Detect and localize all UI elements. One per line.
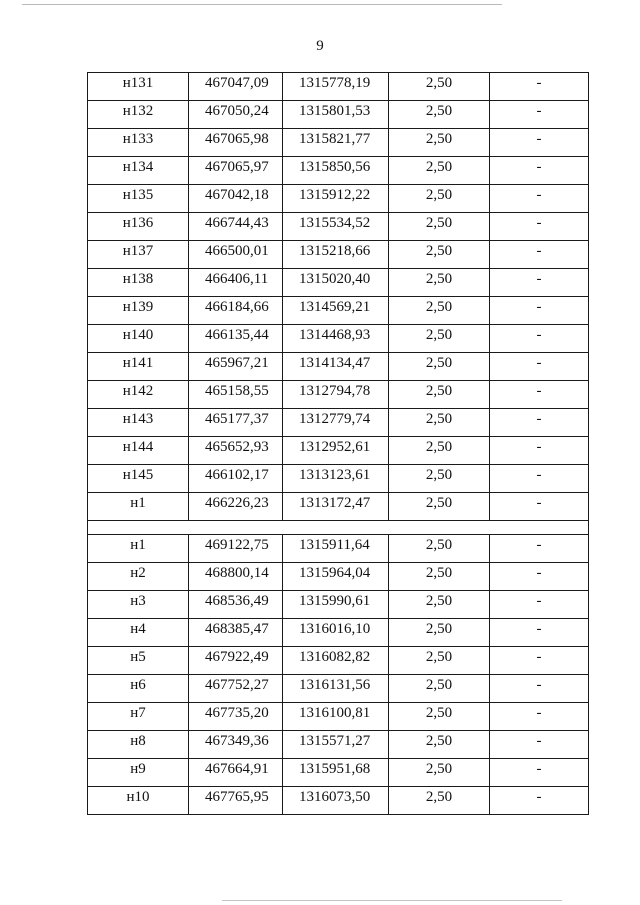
accuracy-cell: 2,50 bbox=[389, 759, 490, 787]
table-row bbox=[88, 129, 589, 157]
description-cell: - bbox=[490, 465, 589, 493]
table-row bbox=[88, 465, 589, 493]
y-coordinate-cell: 1313172,47 bbox=[283, 493, 389, 521]
y-coordinate-cell: 1314468,93 bbox=[283, 325, 389, 353]
accuracy-cell: 2,50 bbox=[389, 269, 490, 297]
accuracy-cell: 2,50 bbox=[389, 185, 490, 213]
y-coordinate-cell: 1315990,61 bbox=[283, 591, 389, 619]
point-name-cell: н133 bbox=[88, 129, 189, 157]
y-coordinate-cell: 1316100,81 bbox=[283, 703, 389, 731]
x-coordinate-cell: 467047,09 bbox=[189, 73, 283, 101]
description-cell: - bbox=[490, 619, 589, 647]
point-name-cell: н141 bbox=[88, 353, 189, 381]
x-coordinate-cell: 468536,49 bbox=[189, 591, 283, 619]
x-coordinate-cell: 466500,01 bbox=[189, 241, 283, 269]
table-row bbox=[88, 563, 589, 591]
accuracy-cell: 2,50 bbox=[389, 101, 490, 129]
point-name-cell: н139 bbox=[88, 297, 189, 325]
description-cell: - bbox=[490, 787, 589, 815]
accuracy-cell: 2,50 bbox=[389, 703, 490, 731]
description-cell: - bbox=[490, 493, 589, 521]
accuracy-cell: 2,50 bbox=[389, 731, 490, 759]
description-cell: - bbox=[490, 731, 589, 759]
description-cell: - bbox=[490, 535, 589, 563]
x-coordinate-cell: 467065,98 bbox=[189, 129, 283, 157]
description-cell: - bbox=[490, 675, 589, 703]
coordinates-table-body bbox=[88, 73, 589, 815]
table-row bbox=[88, 759, 589, 787]
description-cell: - bbox=[490, 241, 589, 269]
description-cell: - bbox=[490, 381, 589, 409]
y-coordinate-cell: 1312779,74 bbox=[283, 409, 389, 437]
y-coordinate-cell: 1316131,56 bbox=[283, 675, 389, 703]
x-coordinate-cell: 467664,91 bbox=[189, 759, 283, 787]
x-coordinate-cell: 466226,23 bbox=[189, 493, 283, 521]
accuracy-cell: 2,50 bbox=[389, 647, 490, 675]
table-row bbox=[88, 731, 589, 759]
x-coordinate-cell: 468385,47 bbox=[189, 619, 283, 647]
accuracy-cell: 2,50 bbox=[389, 437, 490, 465]
y-coordinate-cell: 1315850,56 bbox=[283, 157, 389, 185]
x-coordinate-cell: 467765,95 bbox=[189, 787, 283, 815]
accuracy-cell: 2,50 bbox=[389, 325, 490, 353]
description-cell: - bbox=[490, 185, 589, 213]
accuracy-cell: 2,50 bbox=[389, 73, 490, 101]
table-row bbox=[88, 297, 589, 325]
accuracy-cell: 2,50 bbox=[389, 563, 490, 591]
x-coordinate-cell: 465652,93 bbox=[189, 437, 283, 465]
point-name-cell: н142 bbox=[88, 381, 189, 409]
description-cell: - bbox=[490, 269, 589, 297]
description-cell: - bbox=[490, 213, 589, 241]
x-coordinate-cell: 467050,24 bbox=[189, 101, 283, 129]
accuracy-cell: 2,50 bbox=[389, 675, 490, 703]
coordinates-table bbox=[87, 72, 589, 815]
point-name-cell: н1 bbox=[88, 493, 189, 521]
description-cell: - bbox=[490, 325, 589, 353]
point-name-cell: н135 bbox=[88, 185, 189, 213]
accuracy-cell: 2,50 bbox=[389, 381, 490, 409]
accuracy-cell: 2,50 bbox=[389, 493, 490, 521]
accuracy-cell: 2,50 bbox=[389, 353, 490, 381]
y-coordinate-cell: 1315801,53 bbox=[283, 101, 389, 129]
y-coordinate-cell: 1315911,64 bbox=[283, 535, 389, 563]
description-cell: - bbox=[490, 409, 589, 437]
accuracy-cell: 2,50 bbox=[389, 787, 490, 815]
table-row bbox=[88, 675, 589, 703]
y-coordinate-cell: 1316082,82 bbox=[283, 647, 389, 675]
description-cell: - bbox=[490, 157, 589, 185]
accuracy-cell: 2,50 bbox=[389, 465, 490, 493]
y-coordinate-cell: 1315821,77 bbox=[283, 129, 389, 157]
point-name-cell: н4 bbox=[88, 619, 189, 647]
accuracy-cell: 2,50 bbox=[389, 241, 490, 269]
x-coordinate-cell: 468800,14 bbox=[189, 563, 283, 591]
x-coordinate-cell: 465967,21 bbox=[189, 353, 283, 381]
point-name-cell: н143 bbox=[88, 409, 189, 437]
y-coordinate-cell: 1312794,78 bbox=[283, 381, 389, 409]
description-cell: - bbox=[490, 759, 589, 787]
y-coordinate-cell: 1312952,61 bbox=[283, 437, 389, 465]
table-row bbox=[88, 619, 589, 647]
table-row bbox=[88, 493, 589, 521]
accuracy-cell: 2,50 bbox=[389, 157, 490, 185]
point-name-cell: н134 bbox=[88, 157, 189, 185]
table-row bbox=[88, 185, 589, 213]
x-coordinate-cell: 469122,75 bbox=[189, 535, 283, 563]
table-row bbox=[88, 213, 589, 241]
x-coordinate-cell: 467922,49 bbox=[189, 647, 283, 675]
table-row bbox=[88, 353, 589, 381]
x-coordinate-cell: 466135,44 bbox=[189, 325, 283, 353]
table-row bbox=[88, 535, 589, 563]
accuracy-cell: 2,50 bbox=[389, 535, 490, 563]
point-name-cell: н1 bbox=[88, 535, 189, 563]
x-coordinate-cell: 467065,97 bbox=[189, 157, 283, 185]
y-coordinate-cell: 1315912,22 bbox=[283, 185, 389, 213]
y-coordinate-cell: 1316016,10 bbox=[283, 619, 389, 647]
point-name-cell: н5 bbox=[88, 647, 189, 675]
accuracy-cell: 2,50 bbox=[389, 409, 490, 437]
table-row bbox=[88, 703, 589, 731]
table-row bbox=[88, 157, 589, 185]
point-name-cell: н2 bbox=[88, 563, 189, 591]
x-coordinate-cell: 467735,20 bbox=[189, 703, 283, 731]
point-name-cell: н3 bbox=[88, 591, 189, 619]
accuracy-cell: 2,50 bbox=[389, 591, 490, 619]
description-cell: - bbox=[490, 563, 589, 591]
description-cell: - bbox=[490, 101, 589, 129]
y-coordinate-cell: 1315964,04 bbox=[283, 563, 389, 591]
description-cell: - bbox=[490, 591, 589, 619]
table-row bbox=[88, 269, 589, 297]
table-row bbox=[88, 101, 589, 129]
description-cell: - bbox=[490, 703, 589, 731]
y-coordinate-cell: 1316073,50 bbox=[283, 787, 389, 815]
accuracy-cell: 2,50 bbox=[389, 129, 490, 157]
table-row bbox=[88, 437, 589, 465]
description-cell: - bbox=[490, 297, 589, 325]
description-cell: - bbox=[490, 437, 589, 465]
y-coordinate-cell: 1315778,19 bbox=[283, 73, 389, 101]
accuracy-cell: 2,50 bbox=[389, 297, 490, 325]
y-coordinate-cell: 1315571,27 bbox=[283, 731, 389, 759]
table-row bbox=[88, 409, 589, 437]
x-coordinate-cell: 466102,17 bbox=[189, 465, 283, 493]
point-name-cell: н138 bbox=[88, 269, 189, 297]
point-name-cell: н131 bbox=[88, 73, 189, 101]
point-name-cell: н6 bbox=[88, 675, 189, 703]
y-coordinate-cell: 1315951,68 bbox=[283, 759, 389, 787]
scan-edge-line-bottom bbox=[222, 900, 562, 901]
point-name-cell: н9 bbox=[88, 759, 189, 787]
point-name-cell: н136 bbox=[88, 213, 189, 241]
x-coordinate-cell: 466744,43 bbox=[189, 213, 283, 241]
table-row bbox=[88, 381, 589, 409]
table-row bbox=[88, 325, 589, 353]
y-coordinate-cell: 1315218,66 bbox=[283, 241, 389, 269]
x-coordinate-cell: 466184,66 bbox=[189, 297, 283, 325]
section-separator-cell bbox=[88, 521, 589, 535]
point-name-cell: н10 bbox=[88, 787, 189, 815]
point-name-cell: н7 bbox=[88, 703, 189, 731]
table-row bbox=[88, 591, 589, 619]
description-cell: - bbox=[490, 353, 589, 381]
description-cell: - bbox=[490, 129, 589, 157]
section-separator-row bbox=[88, 521, 589, 535]
table-row bbox=[88, 647, 589, 675]
point-name-cell: н140 bbox=[88, 325, 189, 353]
y-coordinate-cell: 1314134,47 bbox=[283, 353, 389, 381]
table-row bbox=[88, 241, 589, 269]
y-coordinate-cell: 1315534,52 bbox=[283, 213, 389, 241]
x-coordinate-cell: 465158,55 bbox=[189, 381, 283, 409]
scan-edge-line-top bbox=[22, 4, 502, 5]
point-name-cell: н145 bbox=[88, 465, 189, 493]
table-row bbox=[88, 787, 589, 815]
x-coordinate-cell: 467042,18 bbox=[189, 185, 283, 213]
y-coordinate-cell: 1315020,40 bbox=[283, 269, 389, 297]
accuracy-cell: 2,50 bbox=[389, 213, 490, 241]
accuracy-cell: 2,50 bbox=[389, 619, 490, 647]
page-number: 9 bbox=[316, 38, 324, 54]
table-row bbox=[88, 73, 589, 101]
x-coordinate-cell: 467752,27 bbox=[189, 675, 283, 703]
x-coordinate-cell: 467349,36 bbox=[189, 731, 283, 759]
y-coordinate-cell: 1313123,61 bbox=[283, 465, 389, 493]
point-name-cell: н144 bbox=[88, 437, 189, 465]
description-cell: - bbox=[490, 73, 589, 101]
x-coordinate-cell: 466406,11 bbox=[189, 269, 283, 297]
point-name-cell: н8 bbox=[88, 731, 189, 759]
y-coordinate-cell: 1314569,21 bbox=[283, 297, 389, 325]
x-coordinate-cell: 465177,37 bbox=[189, 409, 283, 437]
description-cell: - bbox=[490, 647, 589, 675]
point-name-cell: н137 bbox=[88, 241, 189, 269]
point-name-cell: н132 bbox=[88, 101, 189, 129]
